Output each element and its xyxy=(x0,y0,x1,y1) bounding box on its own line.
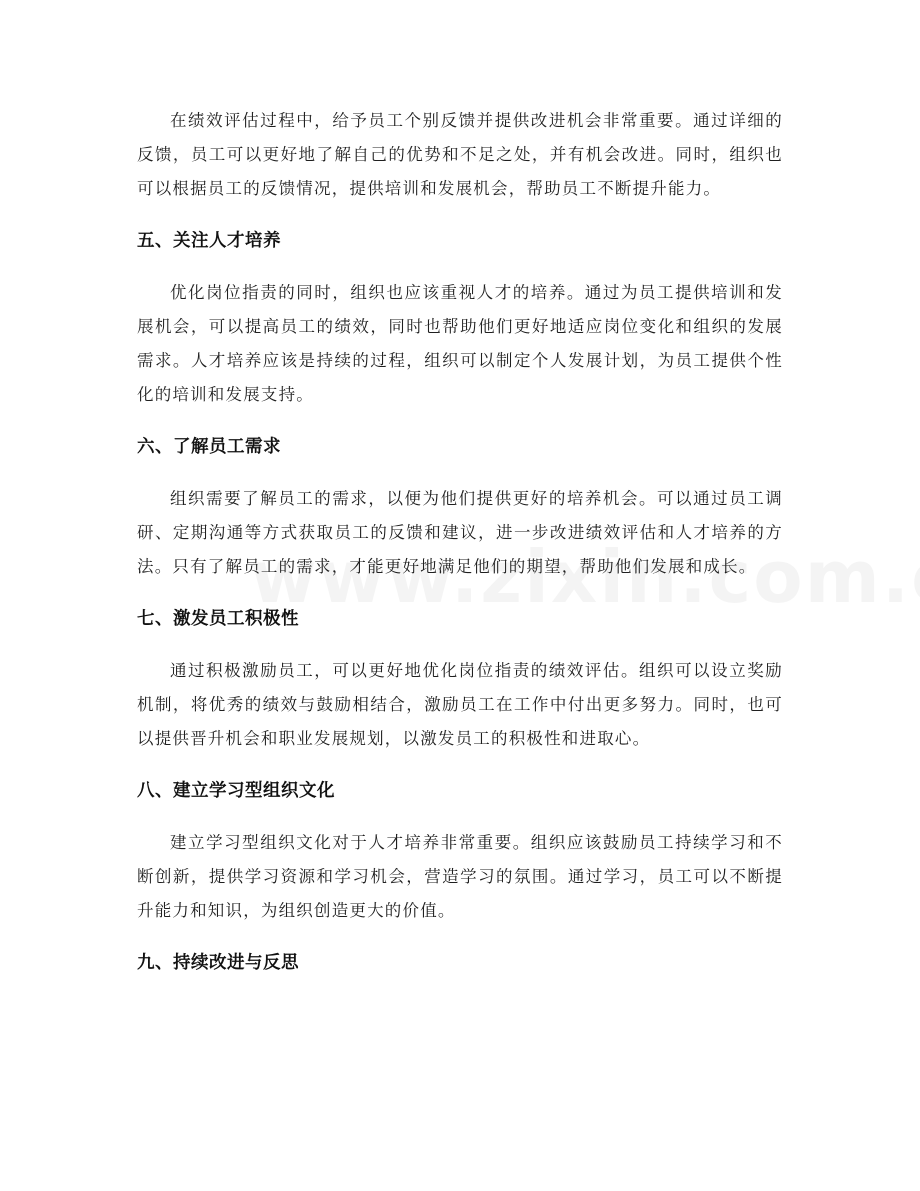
paragraph-talent-development: 优化岗位指责的同时，组织也应该重视人才的培养。通过为员工提供培训和发展机会，可以提高员工的绩效，同时也帮助他们更好地适应岗位变化和组织的发展需求。人才培养应该是持续的过程，组织可以制定个人发展计划，为员工提供个性化的培训和发展支持。 xyxy=(137,283,783,404)
heading-employee-needs: 六、了解员工需求 xyxy=(137,437,281,457)
heading-learning-culture: 八、建立学习型组织文化 xyxy=(137,781,335,801)
paragraph-employee-motivation: 通过积极激励员工，可以更好地优化岗位指责的绩效评估。组织可以设立奖励机制，将优秀的绩效与鼓励相结合，激励员工在工作中付出更多努力。同时，也可以提供晋升机会和职业发展规划，以激发员工的积极性和进取心。 xyxy=(137,661,783,748)
heading-talent-development: 五、关注人才培养 xyxy=(137,231,281,251)
paragraph-feedback: 在绩效评估过程中，给予员工个别反馈并提供改进机会非常重要。通过详细的反馈，员工可以更好地了解自己的优势和不足之处，并有机会改进。同时，组织也可以根据员工的反馈情况，提供培训和发展机会，帮助员工不断提升能力。 xyxy=(137,111,783,198)
heading-continuous-improvement: 九、持续改进与反思 xyxy=(137,953,299,973)
paragraph-employee-needs: 组织需要了解员工的需求，以便为他们提供更好的培养机会。可以通过员工调研、定期沟通等方式获取员工的反馈和建议，进一步改进绩效评估和人才培养的方法。只有了解员工的需求，才能更好地满足他们的期望，帮助他们发展和成长。 xyxy=(137,489,783,576)
paragraph-learning-culture: 建立学习型组织文化对于人才培养非常重要。组织应该鼓励员工持续学习和不断创新，提供学习资源和学习机会，营造学习的氛围。通过学习，员工可以不断提升能力和知识，为组织创造更大的价值。 xyxy=(137,833,783,920)
heading-employee-motivation: 七、激发员工积极性 xyxy=(137,609,299,629)
document-body xyxy=(137,104,783,980)
